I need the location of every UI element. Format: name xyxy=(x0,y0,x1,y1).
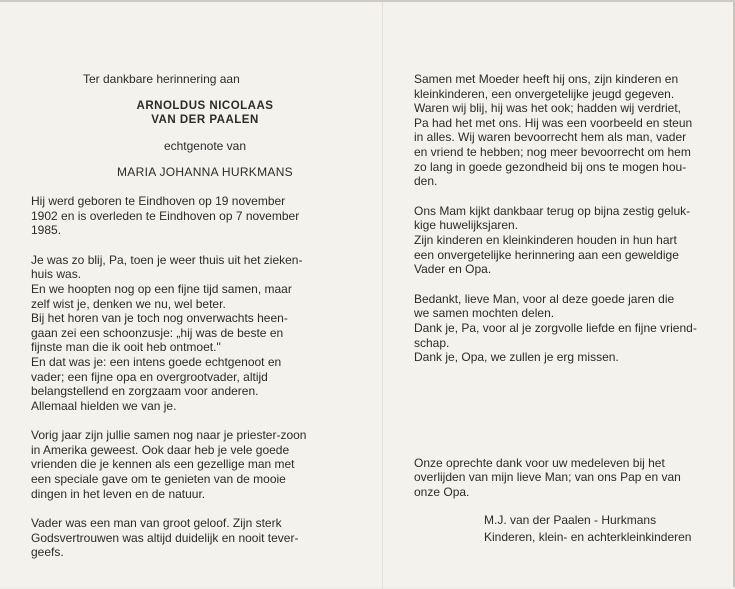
text-line: dingen in het leven en de natuur. xyxy=(31,486,206,501)
text-line: in alles. Wij waren bevoorrecht hem als man, vader xyxy=(414,130,687,145)
text-line: vrienden die je kennen als een gezellige man met xyxy=(31,457,295,472)
text-line: En dat was je: een intens goede echtgenoot en xyxy=(31,354,282,369)
signature-block xyxy=(414,513,714,544)
text-line: den. xyxy=(414,174,438,189)
birth-death-paragraph xyxy=(31,194,367,238)
text-line: kleinkinderen, een onvergetelijke jeugd gegeven. xyxy=(414,86,675,101)
text-line: Vader en Opa. xyxy=(414,262,492,277)
text-line: Vader was een man van groot geloof. Zijn sterk xyxy=(31,516,282,531)
thanks-paragraph xyxy=(414,456,714,500)
family-paragraph xyxy=(414,72,714,189)
text-line: overlijden van mijn lieve Man; van ons Pap en van xyxy=(414,470,681,485)
text-line: Godsvertrouwen was altijd duidelijk en nooit tever- xyxy=(31,530,299,545)
text-line: Waren wij blij, hij was het ook; hadden wij verdriet, xyxy=(414,101,682,116)
text-line: En we hoopten nog op een fijne tijd samen, maar xyxy=(31,281,292,296)
text-line: Hij werd geboren te Eindhoven op 19 november xyxy=(31,193,286,208)
text-line: Onze oprechte dank voor uw medeleven bij het xyxy=(414,455,665,470)
text-line: 1985. xyxy=(31,223,62,238)
deceased-name-line1: ARNOLDUS NICOLAAS xyxy=(136,99,274,112)
text-line: Bedankt, lieve Man, voor al deze goede jaren die xyxy=(414,291,675,306)
text-line: Je was zo blij, Pa, toen je weer thuis uit het zieken- xyxy=(31,252,303,267)
text-line: geefs. xyxy=(31,545,64,560)
text-line: in Amerika geweest. Ook daar heb je vele goede xyxy=(31,442,290,457)
faith-paragraph xyxy=(31,516,367,560)
text-line: schap. xyxy=(414,335,450,350)
text-line: vader; een fijne opa en overgrootvader, altijd xyxy=(31,369,268,384)
signature-name: M.J. van der Paalen - Hurkmans xyxy=(484,513,657,528)
spouse-label: echtgenote van xyxy=(163,138,247,153)
text-line: huis was. xyxy=(31,267,82,282)
text-line: Dank je, Opa, we zullen je erg missen. xyxy=(414,350,619,365)
text-line: Vorig jaar zijn jullie samen nog naar je priester-zoon xyxy=(31,428,307,443)
text-line: gaan zei een schoonzusje: „hij was de beste en xyxy=(31,325,284,340)
memory-paragraph xyxy=(31,253,367,414)
america-paragraph xyxy=(31,428,367,501)
text-line: Zijn kinderen en kleinkinderen houden in hun hart xyxy=(414,232,677,247)
text-line: fijnste man die ik ooit heb ontmoet." xyxy=(31,340,221,355)
intro-text: Ter dankbare herinnering aan xyxy=(83,72,240,86)
text-line: Allemaal hielden we van je. xyxy=(31,398,177,413)
deceased-name-line2: VAN DER PAALEN xyxy=(151,114,259,127)
left-page xyxy=(31,72,367,560)
gratitude-paragraph xyxy=(414,292,714,365)
spouse-name: MARIA JOHANNA HURKMANS xyxy=(117,165,293,180)
text-line: 1902 en is overleden te Eindhoven op 7 november xyxy=(31,208,300,223)
text-line: zelf wist je, denken we nu, wel beter. xyxy=(31,296,226,311)
text-line: Pa had het met ons. Hij was een voorbeeld en steun xyxy=(414,115,693,130)
text-line: Bij het horen van je toch nog onverwachts heen- xyxy=(31,311,288,326)
right-page xyxy=(414,72,714,545)
text-line: een onvergetelijke herinnering aan een geweldige xyxy=(414,247,679,262)
card-fold xyxy=(382,2,383,589)
signature-family: Kinderen, klein- en achterkleinkinderen xyxy=(484,530,692,545)
marriage-paragraph xyxy=(414,204,714,277)
text-line: een speciale gave om te genieten van de mooie xyxy=(31,472,286,487)
text-line: Dank je, Pa, voor al je zorgvolle liefde en fijne vriend- xyxy=(414,320,697,335)
text-line: belangstellend en zorgzaam voor anderen. xyxy=(31,384,259,399)
text-line: kige huwelijksjaren. xyxy=(414,218,519,233)
text-line: en vriend te hebben; nog meer bevoorrecht om hem xyxy=(414,144,691,159)
text-line: Samen met Moeder heeft hij ons, zijn kinderen en xyxy=(414,72,679,86)
text-line: Ons Mam kijkt dankbaar terug op bijna zestig geluk- xyxy=(414,203,691,218)
text-line: onze Opa. xyxy=(414,484,470,499)
text-line: zo lang in goede gezondheid bij ons te mogen hou- xyxy=(414,159,687,174)
text-line: we samen mochten delen. xyxy=(414,306,555,321)
